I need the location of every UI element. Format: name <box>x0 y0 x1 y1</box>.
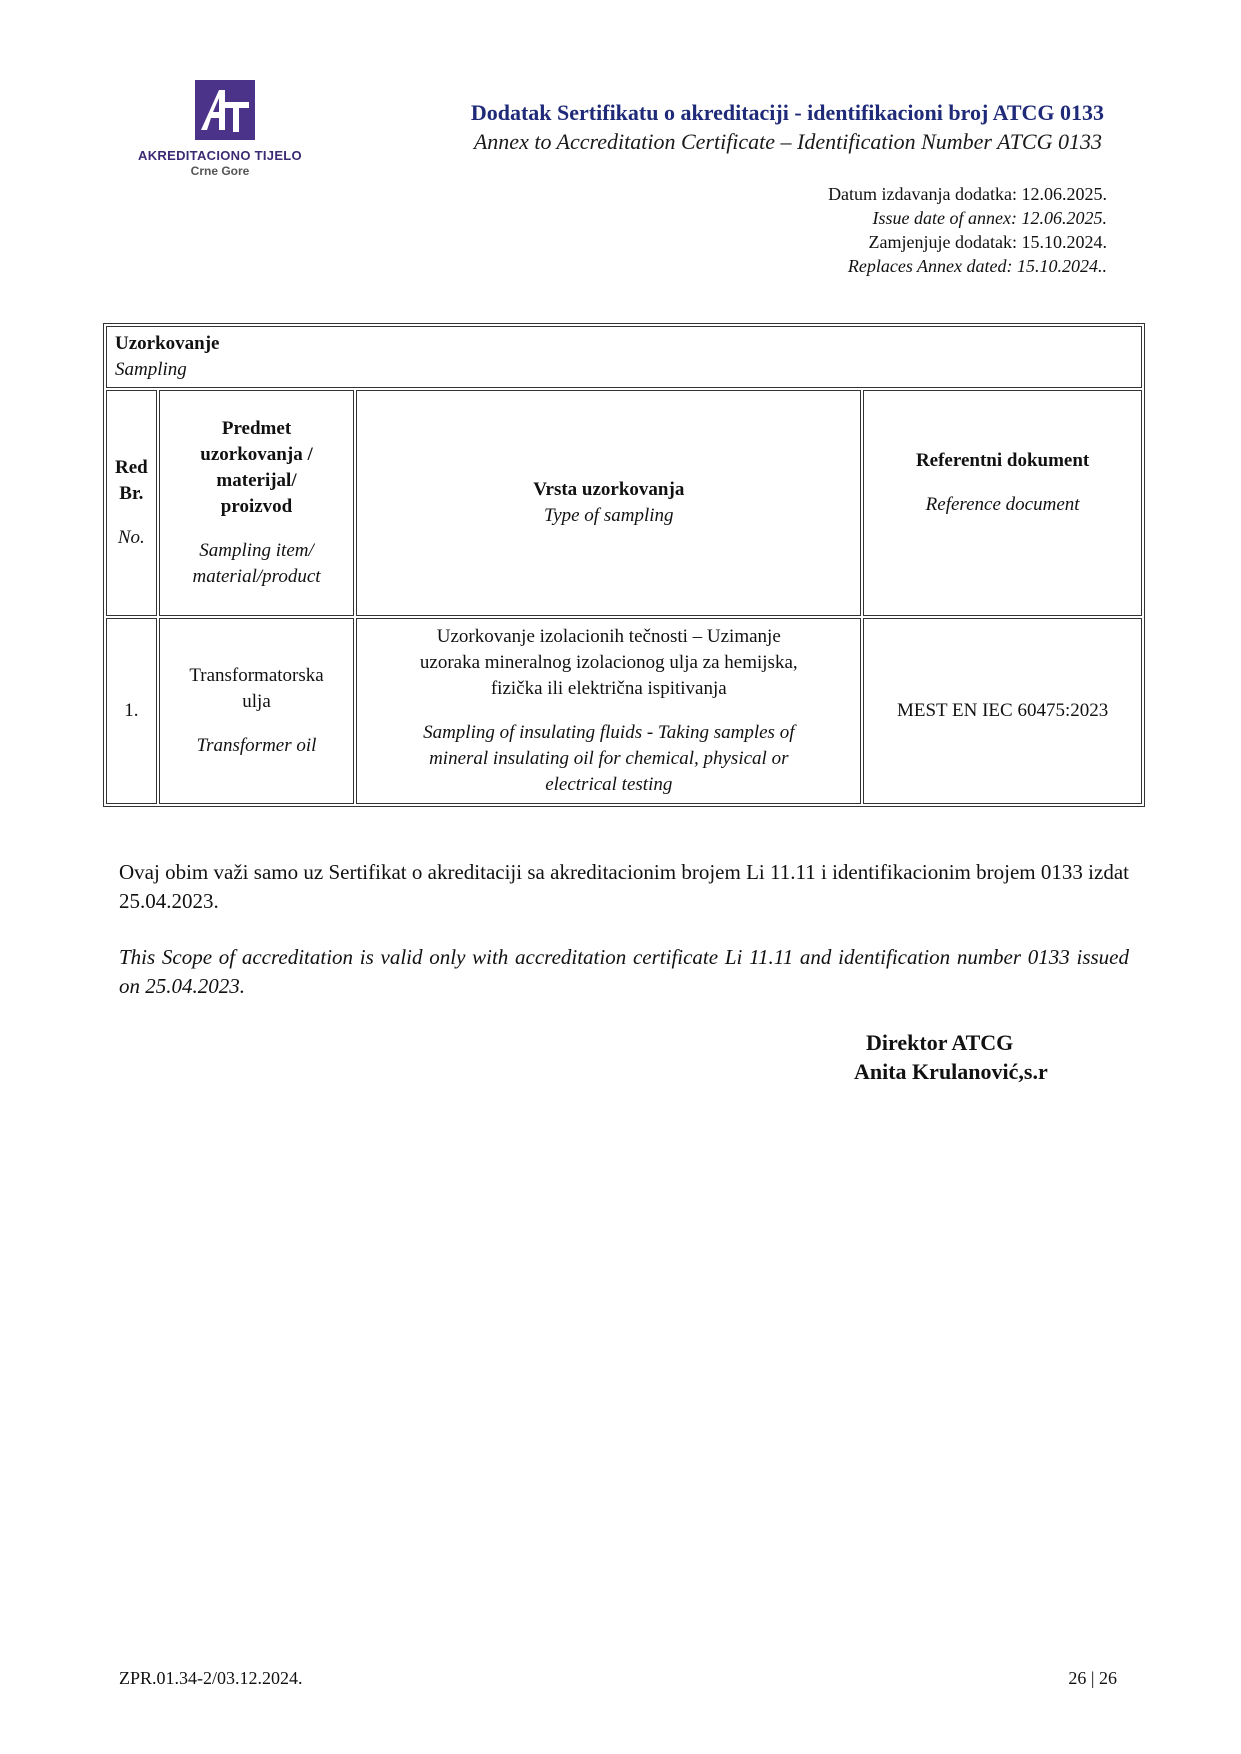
logo-subtitle: Crne Gore <box>190 164 250 178</box>
header-reference <box>863 390 1142 616</box>
row-item-english: Transformer oil <box>196 735 317 756</box>
section-title: Uzorkovanje <box>115 333 220 354</box>
document-title-english: Annex to Accreditation Certificate – Identification Number ATCG 0133 <box>473 129 1102 154</box>
row-type <box>356 618 861 804</box>
row-type-line-2: uzoraka mineralnog izolacionog ulja za hemijska, <box>419 652 798 673</box>
issue-date-english: Issue date of annex: 12.06.2025. <box>872 208 1107 228</box>
header-item-english-2: material/product <box>192 566 321 587</box>
header-type <box>356 390 861 616</box>
replaces-date: Zamjenjuje dodatak: 15.10.2024. <box>868 232 1107 252</box>
page-number: 26 | 26 <box>1068 1668 1117 1688</box>
section-title-cell <box>106 326 1142 388</box>
table-header-row <box>106 390 1142 616</box>
header-no-english: No. <box>117 527 145 548</box>
header-reference-label: Referentni dokument <box>915 450 1090 471</box>
table-row <box>106 618 1142 804</box>
section-title-english: Sampling <box>115 359 187 380</box>
dates-block <box>828 182 1107 278</box>
replaces-date-english: Replaces Annex dated: 15.10.2024.. <box>847 256 1107 276</box>
header-type-english: Type of sampling <box>544 505 674 526</box>
header-item-label-2: uzorkovanja / <box>200 444 313 465</box>
row-item-label-1: Transformatorska <box>189 665 324 686</box>
row-reference: MEST EN IEC 60475:2023 <box>863 618 1142 804</box>
header-no <box>106 390 157 616</box>
row-type-english-3: electrical testing <box>545 774 673 795</box>
logo-name: AKREDITACIONO TIJELO <box>138 148 302 163</box>
row-item <box>159 618 355 804</box>
accreditation-logo-icon <box>195 80 255 140</box>
footer-document-code: ZPR.01.34-2/03.12.2024. <box>119 1668 303 1688</box>
header-item-label-1: Predmet <box>221 418 292 439</box>
row-type-english-1: Sampling of insulating fluids - Taking samples of <box>423 722 795 743</box>
header-item-label-4: proizvod <box>220 496 293 517</box>
header-item-label-3: materijal/ <box>216 470 297 491</box>
scope-table <box>103 323 1145 807</box>
header-reference-english: Reference document <box>925 494 1080 515</box>
header-item-english-1: Sampling item/ <box>199 540 314 561</box>
logo <box>120 78 320 178</box>
table-section-row <box>106 326 1142 388</box>
validity-statement: Ovaj obim važi samo uz Sertifikat o akreditaciji sa akreditacionim brojem Li 11.11 i identifikacionim brojem 0133 izdat 25.04.2023. <box>119 860 1129 913</box>
row-item-label-2: ulja <box>242 691 271 712</box>
document-title: Dodatak Sertifikatu o akreditaciji - identifikacioni broj ATCG 0133 <box>470 100 1104 125</box>
header-type-label: Vrsta uzorkovanja <box>533 479 685 500</box>
header-no-label-2: Br. <box>119 483 144 504</box>
row-type-english-2: mineral insulating oil for chemical, physical or <box>429 748 789 769</box>
row-type-line-3: fizička ili električna ispitivanja <box>490 678 727 699</box>
row-type-line-1: Uzorkovanje izolacionih tečnosti – Uzimanje <box>436 626 781 647</box>
header-no-label-1: Red <box>114 457 148 478</box>
signatory-title: Direktor ATCG <box>866 1030 1014 1055</box>
issue-date: Datum izdavanja dodatka: 12.06.2025. <box>828 184 1107 204</box>
signatory-name: Anita Krulanović,s.r <box>854 1059 1048 1084</box>
header-item <box>159 390 355 616</box>
row-no: 1. <box>106 618 157 804</box>
validity-statement-english: This Scope of accreditation is valid only with accreditation certificate Li 11.11 and identification number 0133 issued on 25.04.2023. <box>119 945 1129 998</box>
